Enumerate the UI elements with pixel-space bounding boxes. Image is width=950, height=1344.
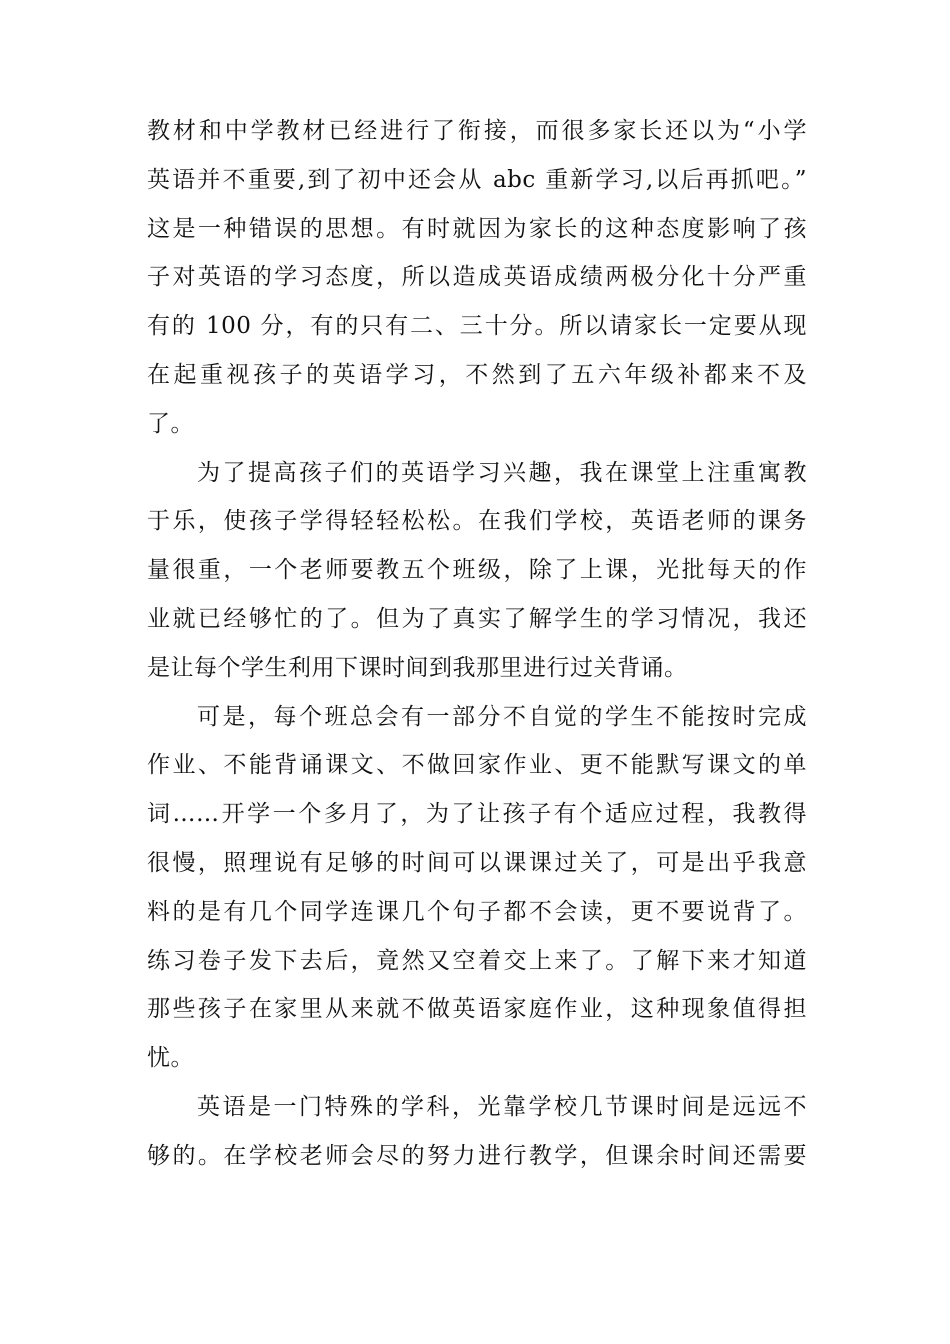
text-line: 在起重视孩子的英语学习，不然到了五六年级补都来不及	[147, 361, 807, 388]
text-line: 可是，每个班总会有一部分不自觉的学生不能按时完成	[197, 703, 807, 730]
paragraph-3	[147, 693, 807, 1083]
text-line: 量很重，一个老师要教五个班级，除了上课，光批每天的作	[147, 557, 807, 584]
document-body	[147, 107, 807, 1181]
text-line: 练习卷子发下去后，竟然又空着交上来了。了解下来才知道	[147, 947, 807, 974]
text-line: 了。	[147, 410, 194, 437]
text-line: 很慢，照理说有足够的时间可以课课过关了，可是出乎我意	[147, 849, 807, 876]
text-line: 那些孩子在家里从来就不做英语家庭作业，这种现象值得担	[147, 996, 807, 1023]
text-line: 是让每个学生利用下课时间到我那里进行过关背诵。	[147, 654, 688, 681]
text-line: 够的。在学校老师会尽的努力进行教学，但课余时间还需要	[147, 1142, 807, 1169]
text-line: 教材和中学教材已经进行了衔接，而很多家长还以为“小学	[147, 118, 807, 144]
text-line: 有的 100 分，有的只有二、三十分。所以请家长一定要从现	[147, 313, 807, 340]
text-line: 词……开学一个多月了，为了让孩子有个适应过程，我教得	[147, 801, 807, 828]
text-line: 于乐，使孩子学得轻轻松松。在我们学校，英语老师的课务	[147, 508, 807, 535]
text-line: 英语是一门特殊的学科，光靠学校几节课时间是远远不	[197, 1093, 807, 1120]
paragraph-1	[147, 107, 807, 449]
text-line: 为了提高孩子们的英语学习兴趣，我在课堂上注重寓教	[197, 459, 807, 486]
text-line: 子对英语的学习态度，所以造成英语成绩两极分化十分严重	[147, 264, 807, 291]
text-line: 忧。	[147, 1045, 194, 1072]
text-line: 料的是有几个同学连课几个句子都不会读，更不要说背了。	[147, 898, 807, 925]
text-line: 作业、不能背诵课文、不做回家作业、更不能默写课文的单	[147, 752, 807, 779]
text-line: 这是一种错误的思想。有时就因为家长的这种态度影响了孩	[147, 215, 807, 242]
paragraph-4	[147, 1083, 807, 1181]
text-line: 业就已经够忙的了。但为了真实了解学生的学习情况，我还	[147, 605, 807, 632]
text-line: 英语并不重要,到了初中还会从 abc 重新学习,以后再抓吧。”	[147, 166, 807, 193]
paragraph-2	[147, 449, 807, 693]
